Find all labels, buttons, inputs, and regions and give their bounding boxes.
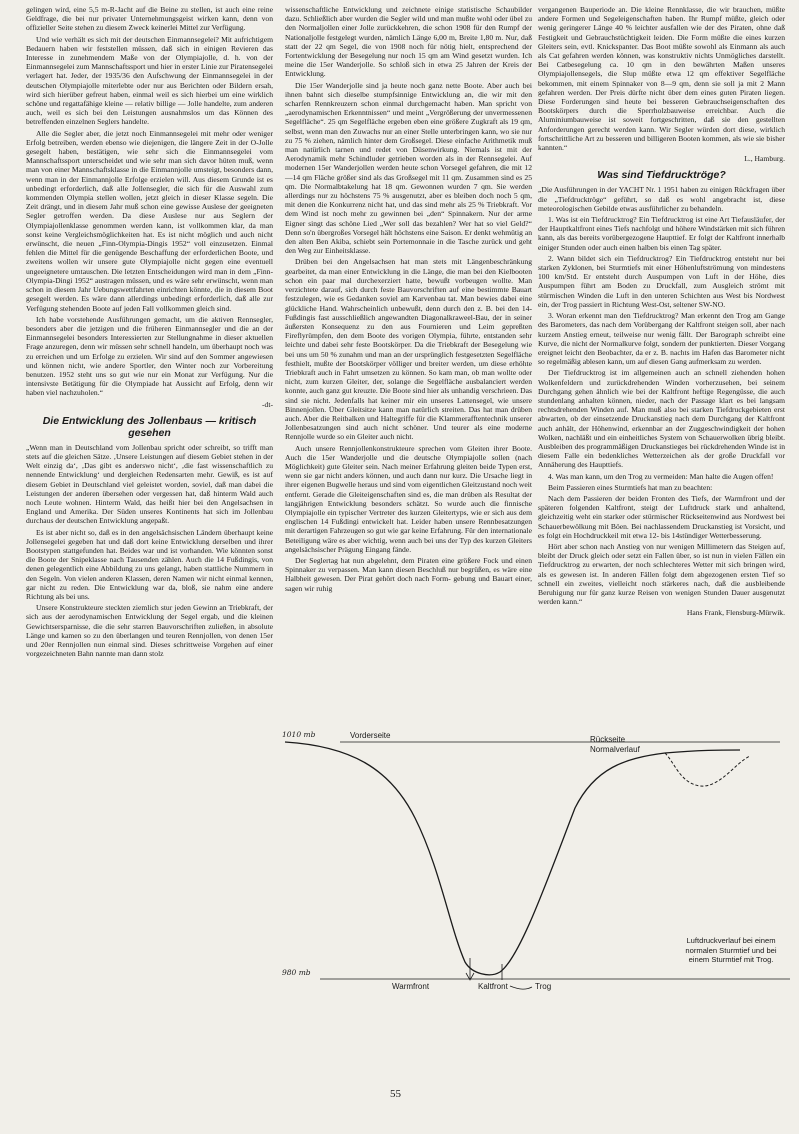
heading-jollenbau: Die Entwicklung des Jollenbaus — kritisch gesehen	[42, 414, 257, 439]
paragraph: Beim Passieren eines Sturmtiefs hat man zu beachten:	[548, 482, 713, 492]
paragraph: gelingen wird, eine 5,5 m-R-Jacht auf die Beine zu stellen, ist auch eine reine Geldfrage, die bei nur privater Unternehmungsgeist wirken kann, denn von offizieller Seite stehen zu diesem Zweck keinerlei Mittel zur Verfügung.	[26, 5, 273, 33]
column-right	[538, 5, 785, 765]
label-rueckseite: Rückseite	[590, 735, 626, 744]
paragraph: Die 15er Wanderjolle sind ja heute noch ganz nette Boote. Aber auch bei ihnen bahnt sich dieselbe stumpfsinnige Entwicklung an, die wir mit den scharfen Rennkreuzern schon einmal durchgemacht haben. Man spricht von „aerodynamischen Erkenntnissen“ und meint „Vergrößerung der unvermessenen Segelfläche“. 25 qm Segelfläche ergeben eben eine größere Zugkraft als 19 qm, selbst, wenn man den Zuwachs nur an einer Stelle unterbringen kann, wo sie nur zu 75 % ziehen, nämlich hinter dem Großsegel. Diese einfache Arithmetik muß man natürlich tarnen und redet von Düsenwirkung. Niemals ist mit der Aerodynamik mehr Schindluder getrieben worden als in der Rennsegelei. Auf modernen 15er Wanderjollen werden heute schon Vorsegel gefahren, die mit 12—14 qm Fläche größer sind als das Großsegel mit 11 qm. Zusammen sind es 25 qm. Die Normalbtakelung hat 18 qm. Gewonnen wurden 7 qm. Sie werden allerdings nur zu höchstens 75 % ausgenutzt, aber es bleiben doch noch 5 qm, mit denen die Konkurrenz nicht hat, und das sind mehr als 25 % Triebkraft. Vor dem Wind ist noch mehr zu gewinnen bei „den“ Spinnakern. Nur der arme Eigner singt das schöne Lied „Wer soll das bezahlen? Wer hat so viel Geld?“ Denn so'n übergroßes Vorsegel hält höchstens eine Saison. Er denkt wehmütig an den alten Ben Akiba, schiebt sein Portemonnaie in die Tasche zurück und geht den Weg zur Einheitsklasse.	[285, 80, 532, 256]
pressure-curve-graphic	[280, 728, 790, 1088]
trog-arrow	[510, 986, 532, 989]
paragraph: Der Tiefdrucktrog ist im allgemeinen auch an schnell ziehenden hohen Wolkenfeldern und zurückdrehenden Winden vorherzusehen, bei seinem Durchgang gehen ähnlich wie bei der Kaltfront heftige Regengüsse, die auch stundenlang anhalten können, nieder, nach der Passage klart es bei langsam rechtsdrehenden Winden auf. Man muß also bei starken Tiefdruckgebieten erst abwarten, ob der einsetzende Druckanstieg nach dem Durchgang der Kaltfront auch anhält, der Höhenwind, erkennbar an der Zuggeschwindigkeit der hohen Wolken, nachläßt und ein einheitliches System von Schauerwolken übrig bleibt. Ausbleiben des programmäßigen Druckanstieges bei rückdrehenden Winde ist in diesem Falle ein bedenkliches Wetterzeichen als der große Druckfall vor Annäherung des Haupttiefs.	[538, 368, 785, 470]
paragraph: Unsere Konstrukteure steckten ziemlich stur jeden Gewinn an Triebkraft, der sich aus der aerodynamischen Entwicklung der Segel ergab, und die kleinen Gewichtsersparnisse, die die sehr starren Bauvorschriften zuließen, in absolute Länge und kamen so zu den überlangen und teuren Rennjollen, von denen 15er und 20er Rennjollen nun einmal sind. Dieses schrittweise Vorgehen auf einer vorgezeichneten Bahn nannte man dann stolz	[26, 603, 273, 659]
paragraph: vergangenen Bauperiode an. Die kleine Rennklasse, die wir brauchen, müßte andere Formen und Segeleigenschaften haben. Ihr Rumpf müßte, gleich oder wenig geringerer Länge 40 % leichter ausfallen wie der des Piraten, ohne daß Festigkeit und Gebrauchstüchtigkeit leiden. Die Form müßte die eines kurzen Gleiters sein, evtl. Knickspanter. Das Boot müßte sowohl als Einmann als auch als Cat gefahren werden können, was konstruktiv nichts Unmögliches darstellt. Bei Catbesegelung ca. 10 qm in den bewährten Maßen unseres Olympiajollensegels, die Slup müßte etwa 12 qm effektiver Segelfläche bekommen, mit einem Spinnaker von 8—9 qm, denn sie soll ja mit 2 Mann gefahren werden. Der Preis dürfte nicht über dem eines guten Piraten liegen. Diese Forderungen sind heute bei besseren Gebrauchseigenschaften des Bootskörpers durch die Sperrholzbauweise erreichbar. Auch die Aluminiumbauweise ist soweit fortgeschritten, daß sie den gestellten Anforderungen gerecht werden kann. Wir Segler würden dort diese, wirklich fortschrittliche Art zu besseren und billigeren Booten kommen, als wie sie bisher kannten.“	[538, 5, 785, 153]
paragraph: Es ist aber nicht so, daß es in den angelsächsischen Ländern überhaupt keine Jollensegelei gegeben hat und daß dort keine Entwicklung derselben und ihrer Bootstypen stattgefunden hat. Beides war und ist vorhanden. Wie könnten sonst die Boote der Snipeklasse nach Tausenden zählen. Auch die 14 Fußdingis, von denen gelegentlich eine Abbildung zu uns gelangt, haben stattliche Nummern in den Segeln. Von vielen anderen Klassen, deren Namen wir nicht einmal kennen, gar nicht zu reden. Die Entwicklung war da, bloß, sie nahm eine andere Richtung als bei uns.	[26, 527, 273, 601]
paragraph: Der Seglertag hat nun abgelehnt, dem Piraten eine größere Fock und einen Spinnaker zu verpassen. Man kann diesen Beschluß nur begrüßen, es wäre eine Halbheit gewesen. Der Pirat gehört doch nach Form- gebung und Bauart einer, sagen wir ruhig	[285, 555, 532, 593]
paragraph: Drüben bei den Angelsachsen hat man stets mit Längenbeschränkung gearbeitet, da man einer Entwicklung in die Länge, die man bei den Kielbooten schon ein paar mal durchexerziert hatte, bewußt vorbeugen wollte. Man verzichtete darauf, sich durch feste Bauvorschriften auf eine bestimmte Bauart festzulegen, wie es Gedanken soviel am Karvenbau tat. Man bewies dabei eine glückliche Hand. Wahrscheinlich unbewußt, denn durch den z. B. bei den 14-Fußdingis fast ausschließlich angewandten Diagonalkraweel-Bau, der in seiner äußersten Konsequenz zu den aus Fournieren und Leim gepreßten Fireflyrümpfen, den dem Boote des vorigen Olympia, führte, entstanden sehr leichte und dabei sehr feste Bootskörper. Da die Triebkraft der Besegelung wie bei uns um 50 % zunahm und man an der ursprünglich festgesetzten Segelfläche festhielt, mußte der Bootskörper völliger und breiter werden, um diese erhöhte Triebkraft auch in Fahrt umsetzen zu können. So kam man, ob man wollte oder nicht, zum kurzen Gleiter, der, solange die Segelfläche ausbalanciert werden konnte, auch ganz gut kreuzte. Die Boote sind hier als unhandig verschrieen. Das sind sie nicht. Jedenfalls hat keiner mir ein unseres Lattensegel, wie unsere Binnenjollen. Über Gleitsitze kann man natürlich streiten. Das hat man drüben auch. Aber die Reitbalken und Haltegriffe für die Klammerafftentechnik unserer Jollenbesatzungen sind auch nicht schöner. Und teurer als eine moderne Rennjolle wurde so ein Gleiter auch nicht.	[285, 257, 532, 442]
paragraph: Nach dem Passieren der beiden Fronten des Tiefs, der Warmfront und der späteren folgenden Kaltfront, steigt der Luftdruck stark und anhaltend, gleichzeitig weht ein starker oder stürmischer Rückseitenwind aus Nordwest bei Schauerbewölkung mit Böen. Bei nachlassendem Druckanstieg ist Vorsicht, und es folgt ein Hochdruckkeil mit etwa 12- bis 14stündiger Wetterbesserung.	[538, 493, 785, 540]
diagram-caption: Luftdruckverlauf bei einem normalen Sturmtief und bei einem Sturmtief mit Trog.	[685, 936, 777, 964]
paragraph: Und wie verhält es sich mit der deutschen Einmannsegelei? Mit aufrichtigem Bedauern haben wir feststellen müssen, daß sich in einigen Revieren das Interesse in zunehmendem Maße von der Olympiajolle, d. h. von der Einmannsegelei zum Mannschaftssport und hier in erster Linie zur Piratensegelei verlagert hat. Jeder, der 1935/36 den Aufschwung der Einmannsegelei in der deutschen Olympiajolle miterlebte oder nur aus Berichten oder Bildern ersah, wird sich hierüber gefreut haben, einmal weil es sich hierbei um eine wirklich schöne und regattafähige kleine — relativ billige — Jolle handelte, zum anderen auch, weil es sich bei den Leistungen ausnahmslos um das Können des betreffenden einzelnen Seglers handelte.	[26, 34, 273, 127]
label-1010mb: 1010 mb	[282, 730, 316, 739]
jollen-olympia-text	[26, 5, 273, 398]
column-left	[26, 5, 273, 765]
paragraph: 3. Woran erkennt man den Tiefdrucktrog? Man erkennt den Trog am Gange des Barometers, das nach dem Vorübergang der Kaltfront steigen soll, aber nach kurzem Anstieg erneut, teilweise nur wenig fällt. Der Barograph schreibt eine Kurve, die nicht der Normalkurve folgt, sondern der punktierten. Dieser Vorgang ereignet leicht den Beobachter, da er z. B. nachts im Hafen das Barometer nicht so regelmäßig ablesen kann, um auf diesen Gang aufmerksam zu werden.	[538, 311, 785, 367]
paragraph: „Wenn man in Deutschland vom Jollenbau spricht oder schreibt, so trifft man stets auf die gleichen Sätze. ‚Unsere Leistungen auf diesem Gebiet stehen in der Welt einzig da‘, ‚Das gibt es anderswo nicht‘, ‚die fast wissenschaftlich zu nennende Entwicklung‘ und dergleichen Redensarten mehr. Gewiß, es ist auf diesem Gebiet in Deutschland viel geleistet worden, soviel, daß man dabei die Leistungen der anderen übersehen oder vergessen hat, daß hinterm Wald auch noch Leute wohnen. Hinterm Wald, das heißt hier bei den Angelsachsen in England und Amerika. Der Süden unseres Kontinents hat sich im Jollenbau durchaus der deutschen Entwicklung angepaßt.	[26, 442, 273, 526]
signature-dt: -dt-	[262, 399, 273, 409]
label-980mb: 980 mb	[282, 968, 311, 977]
paragraph: 1. Was ist ein Tiefdrucktrog? Ein Tiefdrucktrog ist eine Art Tiefausläufer, der der Hauptkaltfront eines Tiefs nachfolgt und höhere Windstärken mit sich führen kann, als das bereits vorübergezogene Haupttief. Er folgt der Kaltfront innerhalb einiger Stunden oder auch einen halben bis einen Tag später.	[538, 215, 785, 252]
label-warmfront: Warmfront	[392, 982, 430, 991]
column-middle	[285, 5, 532, 750]
tiefdrucktroege-article	[538, 185, 785, 606]
jollenbau-article-end	[538, 5, 785, 152]
label-vorderseite: Vorderseite	[350, 731, 391, 740]
paragraph: „Die Ausführungen in der YACHT Nr. 1 1951 haben zu einigen Rückfragen über die „Tiefdrucktröge“ geführt, so daß es wohl angebracht ist, diese meteorologischen Gebilde etwas ausführlicher zu behandeln.	[538, 185, 785, 213]
heading-tiefdrucktroege: Was sind Tiefdrucktröge?	[597, 169, 726, 182]
paragraph: Ich habe vorstehende Ausführungen gemacht, um die aktiven Rennsegler, besonders aber die jetzigen und die früheren Einmannsegler und die an der Einmannsegelei besonders Interessierten zur Stellungnahme in dieser aktuellen Frage anzuregen, denn wir müssen sehr schnell handeln, um überhaupt noch was zu erreichen und um Erfolge zu erzielen. Wir sind auf den Sommer angewiesen und können nicht, wie andere Sportler, den Winter noch zur Vorbereitung benutzen. 1952 steht uns so gut wie nur ein Monat zur Verfügung. Nur die intensivste Betätigung für die Olympiade hat Aussicht auf Erfolg, denn wir haben viel nachzuholen.“	[26, 314, 273, 398]
signature-frank: Hans Frank, Flensburg-Mürwik.	[686, 608, 785, 618]
trough-dashed-curve	[665, 753, 750, 786]
label-trog: Trog	[535, 982, 552, 991]
signature-hamburg: L., Hamburg.	[744, 154, 785, 164]
label-normalverlauf: Normalverlauf	[590, 745, 640, 754]
paragraph: Hört aber schon nach Anstieg von nur wenigen Millimetern das Steigen auf, bleibt der Druck gleich oder setzt ein Fallen über, so ist nun in vielen Fällen ein Tiefdrucktrog zu erwarten, der noch schlechteres Wetter mit sich bringen wird, als es gewesen ist. In anderen Fällen folgt dem abgezogenen ersten Tief so schnell ein zweites, vielleicht noch stärkeres nach, daß die ausbleibende Beruhigung nur für ganz kurze Reisen von wenigen Stunden Dauer ausgenutzt werden kann.“	[538, 541, 785, 607]
paragraph: Auch unsere Rennjollenkonstrukteure sprechen vom Gleiten ihrer Boote. Auch die 15er Wanderjolle und die deutsche Olympiajolle sollen (nach Möglichkeit) gute Gleiter sein. Nach meiner Erfahrung gleiten beide Typen erst, wenn sie gar nicht anders können, und auch dann nur kurz. Die Ursache liegt in ihrer eigenen Bugwelle heraus und sind vom eigentlichen Gleitzustand noch weit entfernt. Gerade die Gleiteigenschaften sind es, die man drüben als Resultat der langjährigen Entwicklung besonders schätzt. So wurde auch die finnische Olympiajolle ein typischer Vertreter des kurzen Gleitertyps, wie er sich aus dem englischen 14 Fußdingi entwickelt hat. Leider haben unsere Rennbesatzungen mit derartigen Fahrzeugen so gut wie gar keine Erfahrung. Für den internationale Beteiligung wäre es aber wichtig, wenn auch bei uns der Typ des kurzen Gleiters angelsächsischer Prägung Eingang fände.	[285, 443, 532, 554]
jollenbau-article-continued	[285, 5, 532, 593]
normal-pressure-curve	[285, 742, 740, 975]
pressure-diagram	[280, 728, 790, 1088]
paragraph: 2. Wann bildet sich ein Tiefdrucktrog? Ein Tiefdrucktrog entsteht nur bei starken Zyklonen, bei Sturmtiefs mit einer Höhenluftströmung von mindestens 100 km/Std. Er entsteht durch Auspumpen von Luft in der Höhe, dies Auspumpen führt am Boden zu Druckfall, zum Ausgleich strömt mit stürmischen Winden die Luft in den unteren Schichten aus West bis Nordwest ein, der Trog passiert in Richtung West-Ost, seltener SW-NO.	[538, 253, 785, 309]
paragraph: wissenschaftliche Entwicklung und zeichnete einige statistische Schaubilder dazu. Schließlich aber wurden die Segler wild und man mußte wohl oder übel zu den Normaljollen einer Jolle zurückkehren, die schon 1908 für den Rumpf der Nationaljolle festgelegt wurden, nämlich Länge 6,00 m, Breite 1,80 m. Nur, daß statt der 22 qm Segel, die von 1908 noch für nötig hielt, entsprechend der Fortentwicklung der Besegelung nur noch 15 qm am Wind gesetzt wurden. Ich meine die 15er Wanderjolle. So schloß sich in etwa 25 Jahren der Kreis der Entwicklung.	[285, 5, 532, 79]
label-kaltfront: Kaltfront	[478, 982, 508, 991]
paragraph: Alle die Segler aber, die jetzt noch Einmannsegelei mit mehr oder weniger Erfolg betreiben, werden ebenso wie diejenigen, die längere Zeit in der O-Jolle gesegelt haben, bestätigen, wie sehr sich die Einmannsegelei vom Mannschaftssport unterscheidet und wie sehr man sich davor hüten muß, wenn man von einer Mannschaftsklasse in die Einmannjolle umsteigt, besonders dann, wenn man in der Einmannjolle Erfolge erzielen will. Aus diesem Grunde ist es unbedingt erforderlich, daß alle Jollensegler, die sich für die Auswahl zum kommenden Olympia stellen wollen, jetzt gleich in dieser Klasse segeln. Die Zeit drängt, und in diesem Jahr muß schon eine gewisse Auslese der geeigneten Segler getroffen werden. Da diese Auslese nur aus Seglern der Olympiajollenklasse genommen werden kann, ist vollkommen klar, da man sonst keine Vergleichsmöglichkeiten hat. Es ist nicht möglich und auch nicht erwünscht, die neuen „Finn-Olympia-Dingis 1952“ voll einzusetzen. Einmal fehlen die Mittel für die genügende Beschaffung der erforderlichen Boote, und zweitens wollen wir unsere gute Olympiajolle nicht gegen eine eventuell ungeeignetere umtauschen. Die letzten Entscheidungen wird man in dem „Finn-Olympia-Dingi 1952“ austragen müssen, und es wäre sehr erwünscht, wenn man schon in diesem Jahr Uebungswettfahrten einrichten könnte, die in diesem Boot gesegelt werden. Es wäre dann allerdings unbedingt erforderlich, daß alle zur Verfügung stehenden Boote auf jeden Fall vollkommen gleich sind.	[26, 128, 273, 313]
page-number: 55	[390, 1088, 401, 1100]
paragraph: 4. Was man kann, um den Trog zu vermeiden: Man halte die Augen offen!	[548, 471, 774, 481]
jollenbau-article-start	[26, 443, 273, 659]
